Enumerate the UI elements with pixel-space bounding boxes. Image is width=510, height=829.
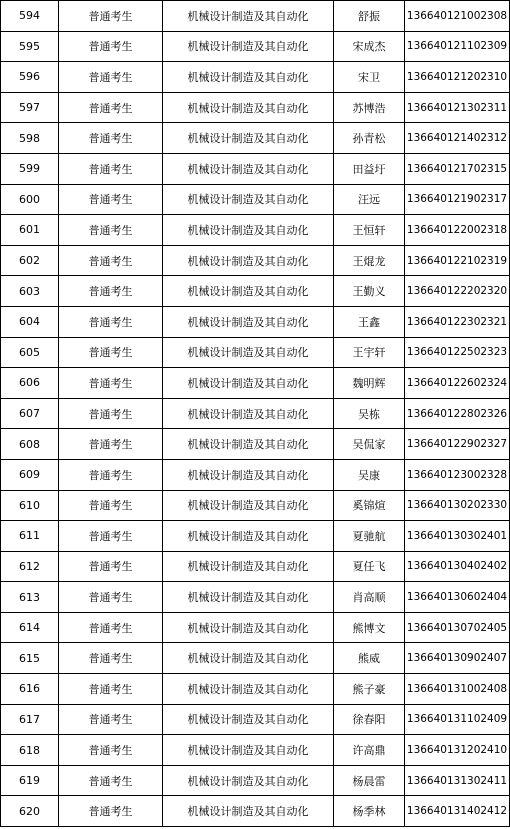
cell-student-name: 夏驰航 [334,521,405,552]
cell-candidate-type: 普通考生 [59,459,163,490]
cell-student-name: 苏博浩 [334,92,405,123]
cell-major: 机械设计制造及其自动化 [163,521,334,552]
cell-sequence-number: 597 [1,92,59,123]
cell-candidate-type: 普通考生 [59,582,163,613]
cell-exam-id: 136640121202310 [405,62,510,93]
table-row [1,184,510,215]
table-row [1,92,510,123]
cell-major: 机械设计制造及其自动化 [163,1,334,32]
cell-major: 机械设计制造及其自动化 [163,62,334,93]
cell-major: 机械设计制造及其自动化 [163,674,334,705]
cell-exam-id: 136640121402312 [405,123,510,154]
cell-candidate-type: 普通考生 [59,490,163,521]
cell-candidate-type: 普通考生 [59,368,163,399]
cell-exam-id: 136640122502323 [405,337,510,368]
cell-major: 机械设计制造及其自动化 [163,704,334,735]
cell-exam-id: 136640123002328 [405,459,510,490]
cell-exam-id: 136640122902327 [405,429,510,460]
table-row [1,704,510,735]
cell-exam-id: 136640122102319 [405,245,510,276]
cell-candidate-type: 普通考生 [59,215,163,246]
cell-sequence-number: 612 [1,551,59,582]
cell-exam-id: 136640121002308 [405,1,510,32]
table-row [1,153,510,184]
cell-exam-id: 136640130602404 [405,582,510,613]
cell-exam-id: 136640131102409 [405,704,510,735]
cell-major: 机械设计制造及其自动化 [163,245,334,276]
cell-candidate-type: 普通考生 [59,306,163,337]
cell-sequence-number: 614 [1,612,59,643]
cell-sequence-number: 605 [1,337,59,368]
cell-major: 机械设计制造及其自动化 [163,796,334,827]
cell-candidate-type: 普通考生 [59,765,163,796]
cell-candidate-type: 普通考生 [59,674,163,705]
cell-major: 机械设计制造及其自动化 [163,337,334,368]
cell-candidate-type: 普通考生 [59,398,163,429]
cell-exam-id: 136640122802326 [405,398,510,429]
cell-exam-id: 136640130702405 [405,612,510,643]
cell-sequence-number: 613 [1,582,59,613]
cell-candidate-type: 普通考生 [59,643,163,674]
cell-student-name: 汪远 [334,184,405,215]
cell-candidate-type: 普通考生 [59,735,163,766]
cell-student-name: 宋卫 [334,62,405,93]
cell-major: 机械设计制造及其自动化 [163,551,334,582]
table-row [1,1,510,32]
cell-exam-id: 136640131302411 [405,765,510,796]
cell-exam-id: 136640131002408 [405,674,510,705]
table-row [1,765,510,796]
cell-sequence-number: 604 [1,306,59,337]
cell-candidate-type: 普通考生 [59,429,163,460]
cell-exam-id: 136640122002318 [405,215,510,246]
cell-sequence-number: 598 [1,123,59,154]
cell-student-name: 王宇轩 [334,337,405,368]
cell-candidate-type: 普通考生 [59,62,163,93]
cell-major: 机械设计制造及其自动化 [163,92,334,123]
cell-student-name: 王焜龙 [334,245,405,276]
cell-candidate-type: 普通考生 [59,153,163,184]
cell-student-name: 许高鼎 [334,735,405,766]
table-row [1,123,510,154]
table-row [1,521,510,552]
table-row [1,796,510,827]
cell-student-name: 舒振 [334,1,405,32]
cell-student-name: 肖高顺 [334,582,405,613]
cell-student-name: 杨晨雷 [334,765,405,796]
cell-student-name: 吴康 [334,459,405,490]
cell-student-name: 王恒轩 [334,215,405,246]
cell-sequence-number: 615 [1,643,59,674]
cell-exam-id: 136640130202330 [405,490,510,521]
cell-sequence-number: 596 [1,62,59,93]
cell-candidate-type: 普通考生 [59,612,163,643]
cell-candidate-type: 普通考生 [59,1,163,32]
cell-sequence-number: 602 [1,245,59,276]
cell-exam-id: 136640122602324 [405,368,510,399]
cell-student-name: 王鑫 [334,306,405,337]
cell-major: 机械设计制造及其自动化 [163,643,334,674]
cell-candidate-type: 普通考生 [59,31,163,62]
table-row [1,215,510,246]
cell-major: 机械设计制造及其自动化 [163,31,334,62]
cell-exam-id: 136640131402412 [405,796,510,827]
cell-major: 机械设计制造及其自动化 [163,490,334,521]
cell-student-name: 吴侃家 [334,429,405,460]
table-row [1,429,510,460]
cell-sequence-number: 617 [1,704,59,735]
table-row [1,612,510,643]
cell-candidate-type: 普通考生 [59,92,163,123]
table-row [1,490,510,521]
cell-sequence-number: 603 [1,276,59,307]
cell-exam-id: 136640121902317 [405,184,510,215]
cell-exam-id: 136640121102309 [405,31,510,62]
table-body [1,1,510,827]
cell-major: 机械设计制造及其自动化 [163,612,334,643]
cell-candidate-type: 普通考生 [59,245,163,276]
cell-candidate-type: 普通考生 [59,704,163,735]
cell-major: 机械设计制造及其自动化 [163,276,334,307]
cell-candidate-type: 普通考生 [59,184,163,215]
cell-major: 机械设计制造及其自动化 [163,765,334,796]
table-row [1,398,510,429]
cell-major: 机械设计制造及其自动化 [163,123,334,154]
cell-exam-id: 136640121702315 [405,153,510,184]
cell-major: 机械设计制造及其自动化 [163,459,334,490]
cell-sequence-number: 599 [1,153,59,184]
cell-major: 机械设计制造及其自动化 [163,153,334,184]
cell-exam-id: 136640121302311 [405,92,510,123]
cell-major: 机械设计制造及其自动化 [163,368,334,399]
cell-major: 机械设计制造及其自动化 [163,184,334,215]
cell-sequence-number: 594 [1,1,59,32]
cell-sequence-number: 608 [1,429,59,460]
cell-exam-id: 136640130902407 [405,643,510,674]
cell-major: 机械设计制造及其自动化 [163,215,334,246]
cell-student-name: 熊威 [334,643,405,674]
table-row [1,674,510,705]
cell-exam-id: 136640130302401 [405,521,510,552]
cell-sequence-number: 600 [1,184,59,215]
cell-student-name: 吴栋 [334,398,405,429]
cell-student-name: 熊子豪 [334,674,405,705]
cell-sequence-number: 609 [1,459,59,490]
cell-sequence-number: 595 [1,31,59,62]
cell-student-name: 孙青松 [334,123,405,154]
cell-sequence-number: 618 [1,735,59,766]
cell-sequence-number: 610 [1,490,59,521]
table-row [1,337,510,368]
table-row [1,276,510,307]
cell-sequence-number: 616 [1,674,59,705]
table-row [1,306,510,337]
cell-major: 机械设计制造及其自动化 [163,735,334,766]
cell-candidate-type: 普通考生 [59,337,163,368]
cell-major: 机械设计制造及其自动化 [163,582,334,613]
table-row [1,368,510,399]
cell-exam-id: 136640130402402 [405,551,510,582]
cell-student-name: 夏任飞 [334,551,405,582]
cell-exam-id: 136640131202410 [405,735,510,766]
cell-sequence-number: 611 [1,521,59,552]
table-row [1,582,510,613]
table-row [1,735,510,766]
cell-student-name: 杨季林 [334,796,405,827]
table-row [1,62,510,93]
cell-exam-id: 136640122302321 [405,306,510,337]
cell-student-name: 宋成杰 [334,31,405,62]
cell-major: 机械设计制造及其自动化 [163,429,334,460]
cell-candidate-type: 普通考生 [59,123,163,154]
table-row [1,245,510,276]
cell-major: 机械设计制造及其自动化 [163,306,334,337]
table-row [1,459,510,490]
cell-candidate-type: 普通考生 [59,276,163,307]
cell-student-name: 魏明辉 [334,368,405,399]
cell-student-name: 王勤义 [334,276,405,307]
cell-student-name: 熊博文 [334,612,405,643]
cell-exam-id: 136640122202320 [405,276,510,307]
cell-sequence-number: 619 [1,765,59,796]
cell-sequence-number: 620 [1,796,59,827]
cell-sequence-number: 607 [1,398,59,429]
cell-student-name: 徐春阳 [334,704,405,735]
cell-candidate-type: 普通考生 [59,551,163,582]
table-row [1,643,510,674]
cell-student-name: 奚锦煊 [334,490,405,521]
cell-sequence-number: 606 [1,368,59,399]
table-row [1,551,510,582]
cell-candidate-type: 普通考生 [59,521,163,552]
cell-sequence-number: 601 [1,215,59,246]
table-row [1,31,510,62]
cell-student-name: 田益圩 [334,153,405,184]
cell-major: 机械设计制造及其自动化 [163,398,334,429]
cell-candidate-type: 普通考生 [59,796,163,827]
